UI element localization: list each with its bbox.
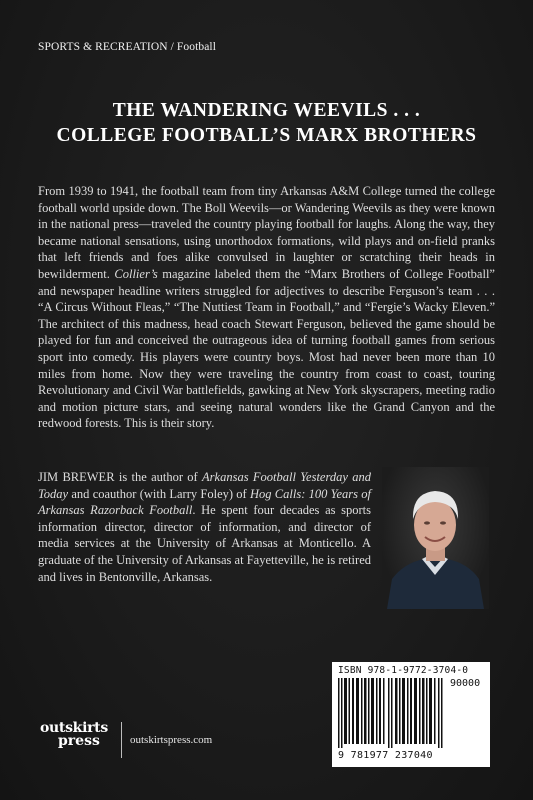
logo-divider xyxy=(121,722,122,758)
bio-text-2: and coauthor (with Larry Foley) of xyxy=(68,486,250,501)
author-photo xyxy=(382,467,489,609)
blurb-italic-colliers: Collier’s xyxy=(114,266,158,281)
ean-digits: 9 781977 237040 xyxy=(338,750,433,761)
book-category: SPORTS & RECREATION / Football xyxy=(38,41,217,53)
publisher-logo-line-1: outskirts xyxy=(40,720,108,736)
publisher-url: outskirtspress.com xyxy=(130,734,213,746)
bio-text-3: . He spent four decades as sports information director, director of information, and director of media services at the University of Arkansas at Monticello. A graduate of the University of Arkansas at Fayetteville, he is retired and lives in Bentonville, Arkansas. xyxy=(38,503,371,584)
title-line-2: COLLEGE FOOTBALL’S MARX BROTHERS xyxy=(56,125,477,146)
price-code: 90000 xyxy=(450,678,481,689)
title-line-1: THE WANDERING WEEVILS . . . xyxy=(112,100,421,121)
book-title xyxy=(0,98,533,148)
barcode-bars-icon xyxy=(338,678,446,748)
bio-text-1: JIM BREWER is the author of xyxy=(38,470,203,484)
blurb-text-2: magazine labeled them the “Marx Brothers of College Football” and newspaper headline writers struggled for adjectives to describe Ferguson’s team . . . “A Circus Without Fleas,” “The Nuttiest Team in Football,” and “Fergie’s Wacky Eleven.” The architect of this madness, head coach Stewart Ferguson, believed the game should be played for fun and conceived the outrageous idea of turning football games from serious sport into comedy. His players were country boys. Most had never been more than 10 miles from home. Now they were traveling the country from coast to coast, touring Revolutionary and Civil War battlefields, gawking at New York skyscrapers, meeting radio and motion picture stars, and seeing natural wonders like the Grand Canyon and the redwood forests. This is their story. xyxy=(38,266,495,431)
blurb-text-1: From 1939 to 1941, the football team from tiny Arkansas A&M College turned the college football world upside down. The Boll Weevils—or Wandering Weevils as they were known in the national press—traveled the country playing football for laughs. Along the way, they became national sensations, using unorthodox formations, wild plays and on-field pranks that left friends and foes alike convulsed in laughter or scratching their heads in bewilderment. xyxy=(38,184,495,281)
bio-italic-book-2: Hog Calls: 100 Years of Arkansas Razorback Football xyxy=(38,486,371,518)
isbn-label: ISBN 978-1-9772-3704-0 xyxy=(338,665,469,676)
publisher-logo-line-2: press xyxy=(58,733,100,749)
isbn-barcode xyxy=(332,662,490,767)
author-bio xyxy=(38,469,371,585)
publisher-logo xyxy=(40,722,108,748)
bio-italic-book-1: Arkansas Football Yesterday and Today xyxy=(38,470,371,501)
book-description xyxy=(38,183,495,432)
